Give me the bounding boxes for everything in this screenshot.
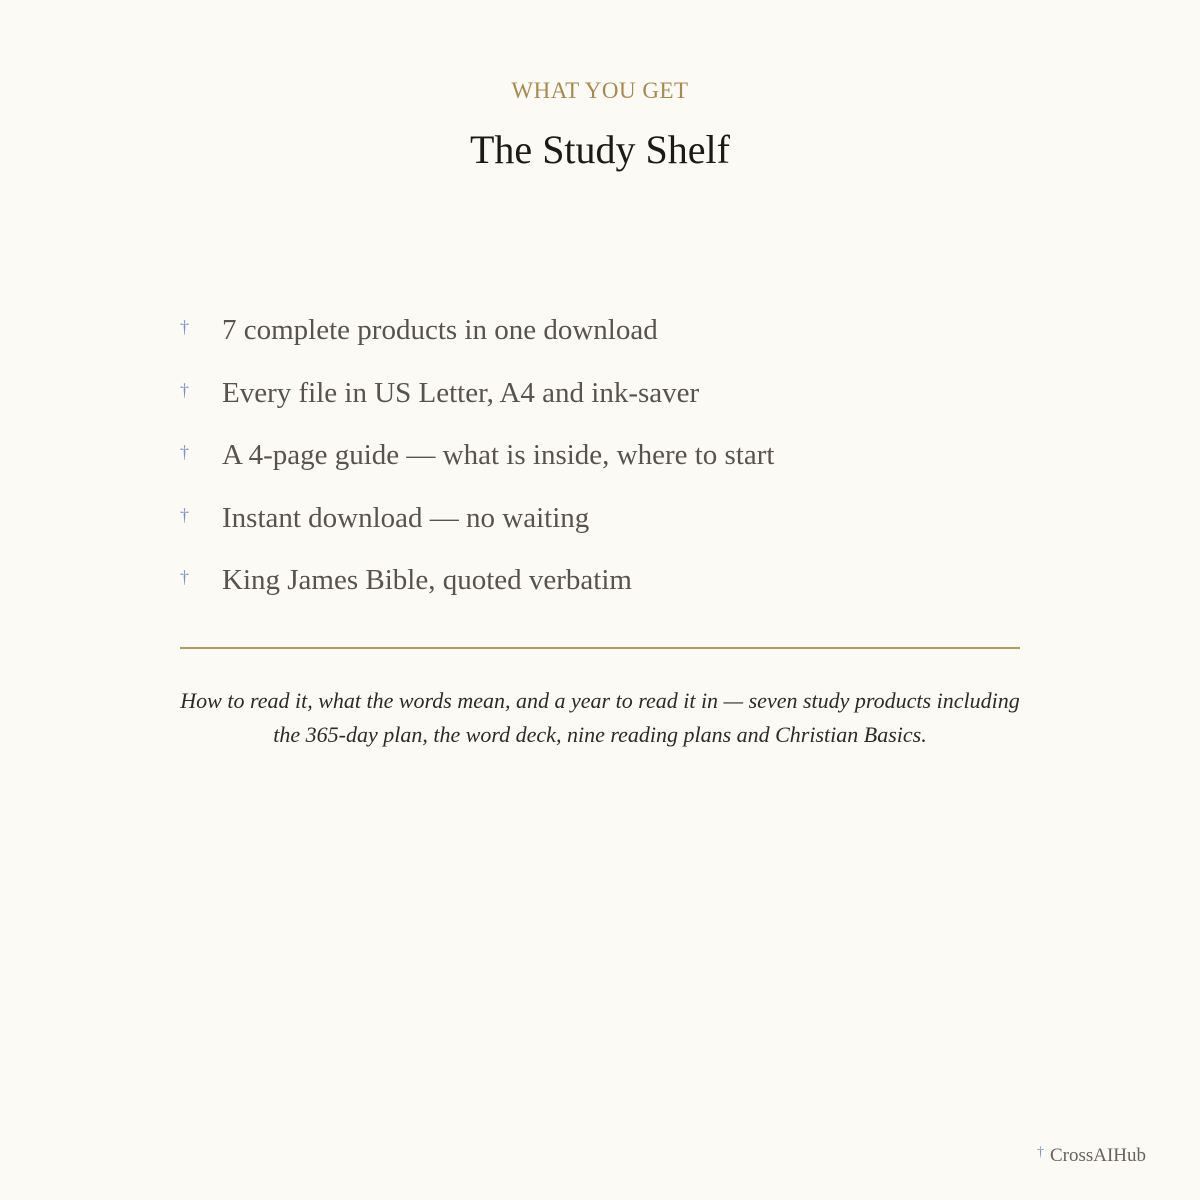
list-item [180,437,1020,500]
description: How to read it, what the words mean, and a year to read it in — seven study products including the 365-day plan, the word deck, nine reading plans and Christian Basics. [180,688,1020,747]
feature-text: Every file in US Letter, A4 and ink-saver [222,376,700,409]
feature-list [180,312,1020,625]
cross-icon: † [180,567,189,587]
brand-name: CrossAIHub [1049,1145,1146,1166]
brand-footer [1037,1145,1146,1167]
list-item [180,562,1020,625]
feature-text: A 4-page guide — what is inside, where to start [222,439,775,471]
feature-text: 7 complete products in one download [222,314,658,346]
cross-icon: † [180,379,189,400]
list-item [180,375,1020,438]
cross-icon: † [1036,1145,1044,1160]
feature-text: King James Bible, quoted verbatim [222,564,632,596]
divider [180,647,1020,649]
cross-icon: † [180,317,189,337]
list-item [180,500,1020,563]
cross-icon: † [180,504,189,525]
cross-icon: † [180,442,189,462]
feature-text: Instant download — no waiting [222,501,590,534]
eyebrow-label: WHAT YOU GET [511,78,689,103]
page-title: The Study Shelf [470,127,730,172]
list-item [180,312,1020,375]
